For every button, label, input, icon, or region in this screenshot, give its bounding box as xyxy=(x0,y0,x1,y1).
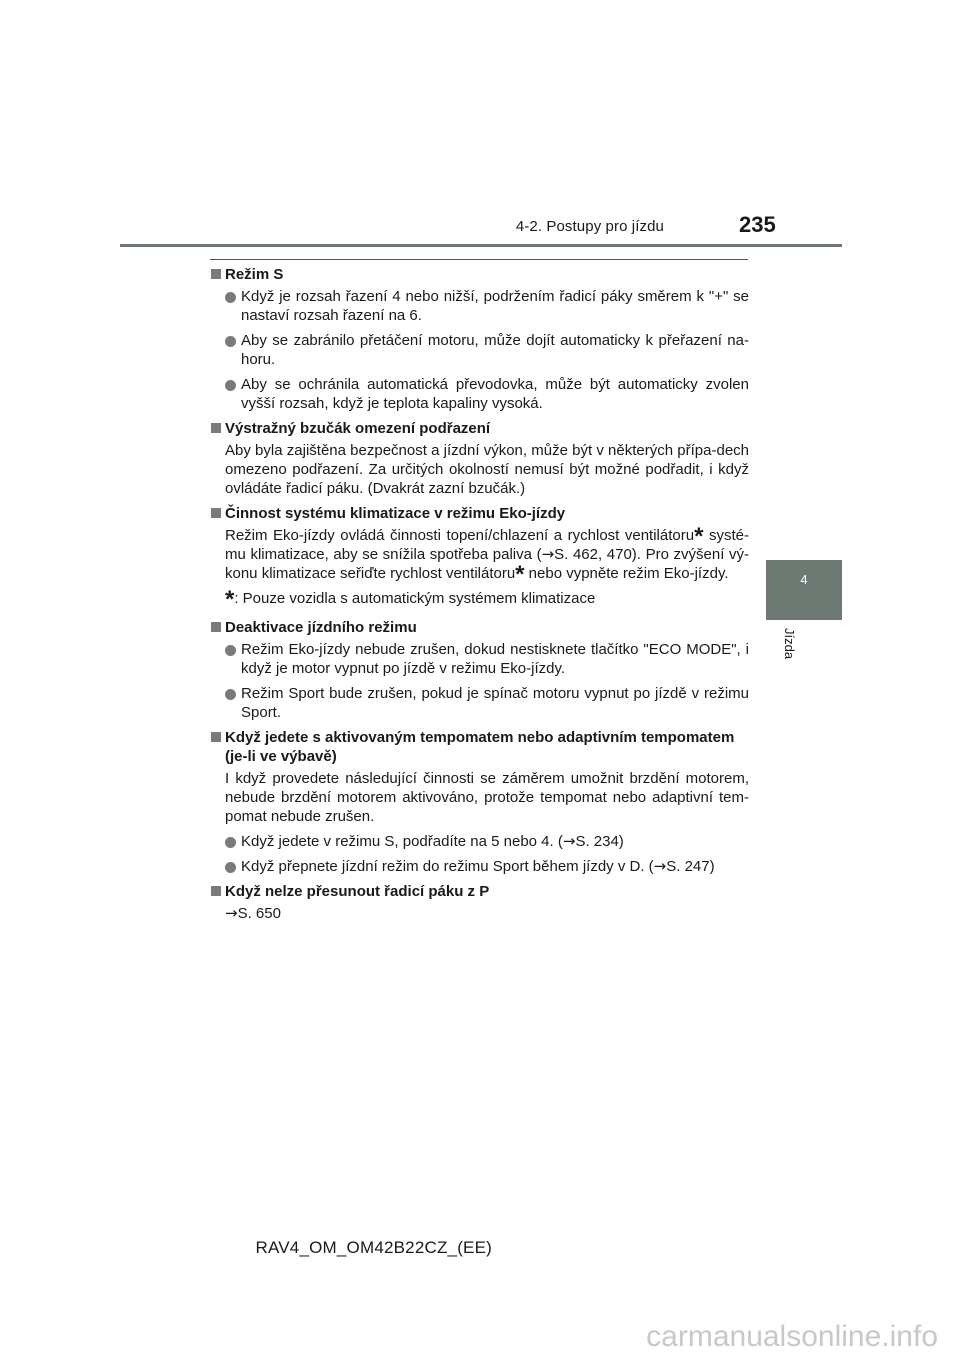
section-title: 4-2. Postupy pro jízdu xyxy=(515,218,664,235)
circle-bullet-icon xyxy=(225,837,236,848)
square-bullet-icon xyxy=(211,622,221,632)
list-item: Aby se zabránilo přetáčení motoru, může dojít automaticky k přeřazení na-horu. xyxy=(211,331,749,369)
section-heading: Činnost systému klimatizace v režimu Eko-jízdy xyxy=(211,504,749,523)
watermark: carmanualsonline.info xyxy=(646,1320,938,1353)
footnote: *: Pouze vozidla s automatickým systémem klimatizace xyxy=(225,586,596,613)
section-klimatizace xyxy=(211,504,749,613)
paragraph: I když provedete následující činnosti se záměrem umožnit brzdění motorem, nebude brzdění motorem aktivováno, protože tempomat nebo adaptivní tem-pomat nebude zrušen. xyxy=(225,770,749,825)
section-heading: Výstražný bzučák omezení podřazení xyxy=(211,419,749,438)
footnote-star-icon: * xyxy=(694,523,704,550)
section-bzucak xyxy=(211,419,749,498)
section-heading: Deaktivace jízdního režimu xyxy=(211,618,749,637)
arrow-right-icon: → xyxy=(541,545,555,563)
chapter-number: 4 xyxy=(800,572,808,587)
paragraph: Režim Eko-jízdy ovládá činnosti topení/chlazení a rychlost ventilátoru* systé-mu klimatizace, aby se snížila spotřeba paliva (→S. 462, 470). Pro zvýšení vý-konu klimatizace seřiďte rychlost ventilátoru* nebo vypněte režim Eko-jízdy. xyxy=(225,523,749,588)
list-item: Když přepnete jízdní režim do režimu Sport během jízdy v D. (→S. 247) xyxy=(211,857,749,876)
arrow-right-icon: → xyxy=(653,857,667,875)
list-item: Aby se ochránila automatická převodovka, může být automaticky zvolen vyšší rozsah, když je teplota kapaliny vysoká. xyxy=(211,375,749,413)
square-bullet-icon xyxy=(211,732,221,742)
list-item: Režim Eko-jízdy nebude zrušen, dokud nestisknete tlačítko "ECO MODE", i když je motor vypnut po jízdě v režimu Eko-jízdy. xyxy=(211,640,749,678)
circle-bullet-icon xyxy=(225,292,236,303)
page-number: 235 xyxy=(739,212,776,237)
square-bullet-icon xyxy=(211,886,221,896)
section-heading: Režim S xyxy=(211,265,749,284)
content-divider xyxy=(210,259,748,260)
square-bullet-icon xyxy=(211,423,221,433)
circle-bullet-icon xyxy=(225,689,236,700)
arrow-right-icon: → xyxy=(562,832,576,850)
square-bullet-icon xyxy=(211,508,221,518)
chapter-label-container xyxy=(782,628,802,688)
list-item: Když jedete v režimu S, podřadíte na 5 nebo 4. (→S. 234) xyxy=(211,832,749,851)
document-code: RAV4_OM_OM42B22CZ_(EE) xyxy=(255,1238,492,1257)
section-deaktivace xyxy=(211,618,749,722)
section-radici-paka xyxy=(211,882,749,923)
footnote-star-icon: * xyxy=(225,586,235,613)
section-tempomat xyxy=(211,728,749,876)
header-divider xyxy=(120,244,842,247)
list-item: Když je rozsah řazení 4 nebo nižší, podržením řadicí páky směrem k "+" se nastaví rozsah řazení na 6. xyxy=(211,287,749,325)
chapter-label: Jízda xyxy=(782,628,797,660)
circle-bullet-icon xyxy=(225,380,236,391)
section-heading: Když jedete s aktivovaným tempomatem nebo adaptivním tempomatem (je-li ve výbavě) xyxy=(211,728,749,766)
chapter-tab xyxy=(766,560,842,620)
list-item: Režim Sport bude zrušen, pokud je spínač motoru vypnut po jízdě v režimu Sport. xyxy=(211,684,749,722)
circle-bullet-icon xyxy=(225,862,236,873)
main-content xyxy=(211,265,749,929)
section-rezim-s xyxy=(211,265,749,413)
footnote-star-icon: * xyxy=(515,561,525,588)
circle-bullet-icon xyxy=(225,336,236,347)
square-bullet-icon xyxy=(211,269,221,279)
page-reference: →S. 650 xyxy=(225,904,281,922)
paragraph: Aby byla zajištěna bezpečnost a jízdní výkon, může být v některých přípa-dech omezeno podřazení. Za určitých okolností nemusí být možné podřadit, i když ovládáte řadicí páku. (Dvakrát zazní bzučák.) xyxy=(225,442,749,497)
circle-bullet-icon xyxy=(225,645,236,656)
section-heading: Když nelze přesunout řadicí páku z P xyxy=(211,882,749,901)
arrow-right-icon: → xyxy=(225,904,238,922)
